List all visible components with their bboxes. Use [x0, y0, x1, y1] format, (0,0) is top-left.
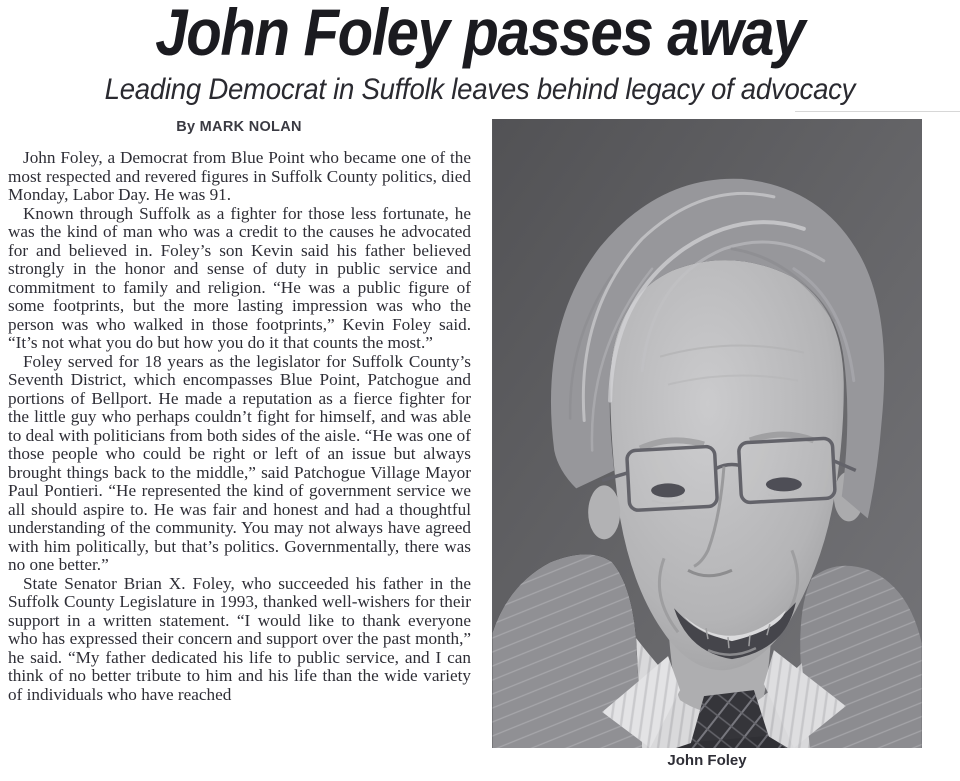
photo-caption: John Foley	[667, 752, 747, 769]
left-ear	[588, 485, 620, 539]
paragraph: John Foley, a Democrat from Blue Point who became one of the most respected and revered figures in Suffolk County politics, died Monday, Labor Day. He was 91.	[8, 148, 471, 204]
scan-artifact-line	[795, 111, 960, 112]
article-headline-text: John Foley passes away	[155, 0, 805, 69]
paragraph: Known through Suffolk as a fighter for those less fortunate, he was the kind of man who was a credit to the causes he advocated for and believed in. Foley’s son Kevin said his father believed strongly in the honor and sense of duty in public service and commitment to family and religion. “He was a public figure of some footprints, but the more lasting impression was who the person was who walked in those footprints,” Kevin Foley said. “It’s not what you do but how you do it that counts the most.”	[8, 203, 471, 352]
article-subheadline	[0, 72, 960, 108]
article-headline	[0, 0, 960, 68]
article-subheadline-text: Leading Democrat in Suffolk leaves behind legacy of advocacy	[104, 73, 856, 106]
paragraph: Foley served for 18 years as the legislator for Suffolk County’s Seventh District, which encompasses Blue Point, Patchogue and portions of Bellport. He made a reputation as a fierce fighter for the little guy who perhaps couldn’t fight for himself, and was able to deal with politicians from both sides of the aisle. “He was one of those people who could be right or left of an issue but always brought things back to the middle,” said Patchogue Village Mayor Paul Pontieri. “He represented the kind of government service we all should aspire to. He was fair and honest and had a thoughtful understanding of the community. You may not always have agreed with him politically, but that’s politics. Governmentally, there was no one better.”	[8, 351, 471, 574]
portrait-photo-illustration	[492, 119, 922, 748]
portrait-photo	[492, 119, 922, 748]
article-body	[8, 149, 471, 704]
paragraph: State Senator Brian X. Foley, who succeeded his father in the Suffolk County Legislature in 1993, thanked well-wishers for their support in a written statement. “I would like to thank everyone who has expressed their concern and support over the past month,” he said. “My father dedicated his life to public service, and I can think of no better tribute to him and his life than the wide variety of individuals who have reached	[8, 573, 471, 704]
article-byline: By MARK NOLAN	[176, 119, 302, 135]
